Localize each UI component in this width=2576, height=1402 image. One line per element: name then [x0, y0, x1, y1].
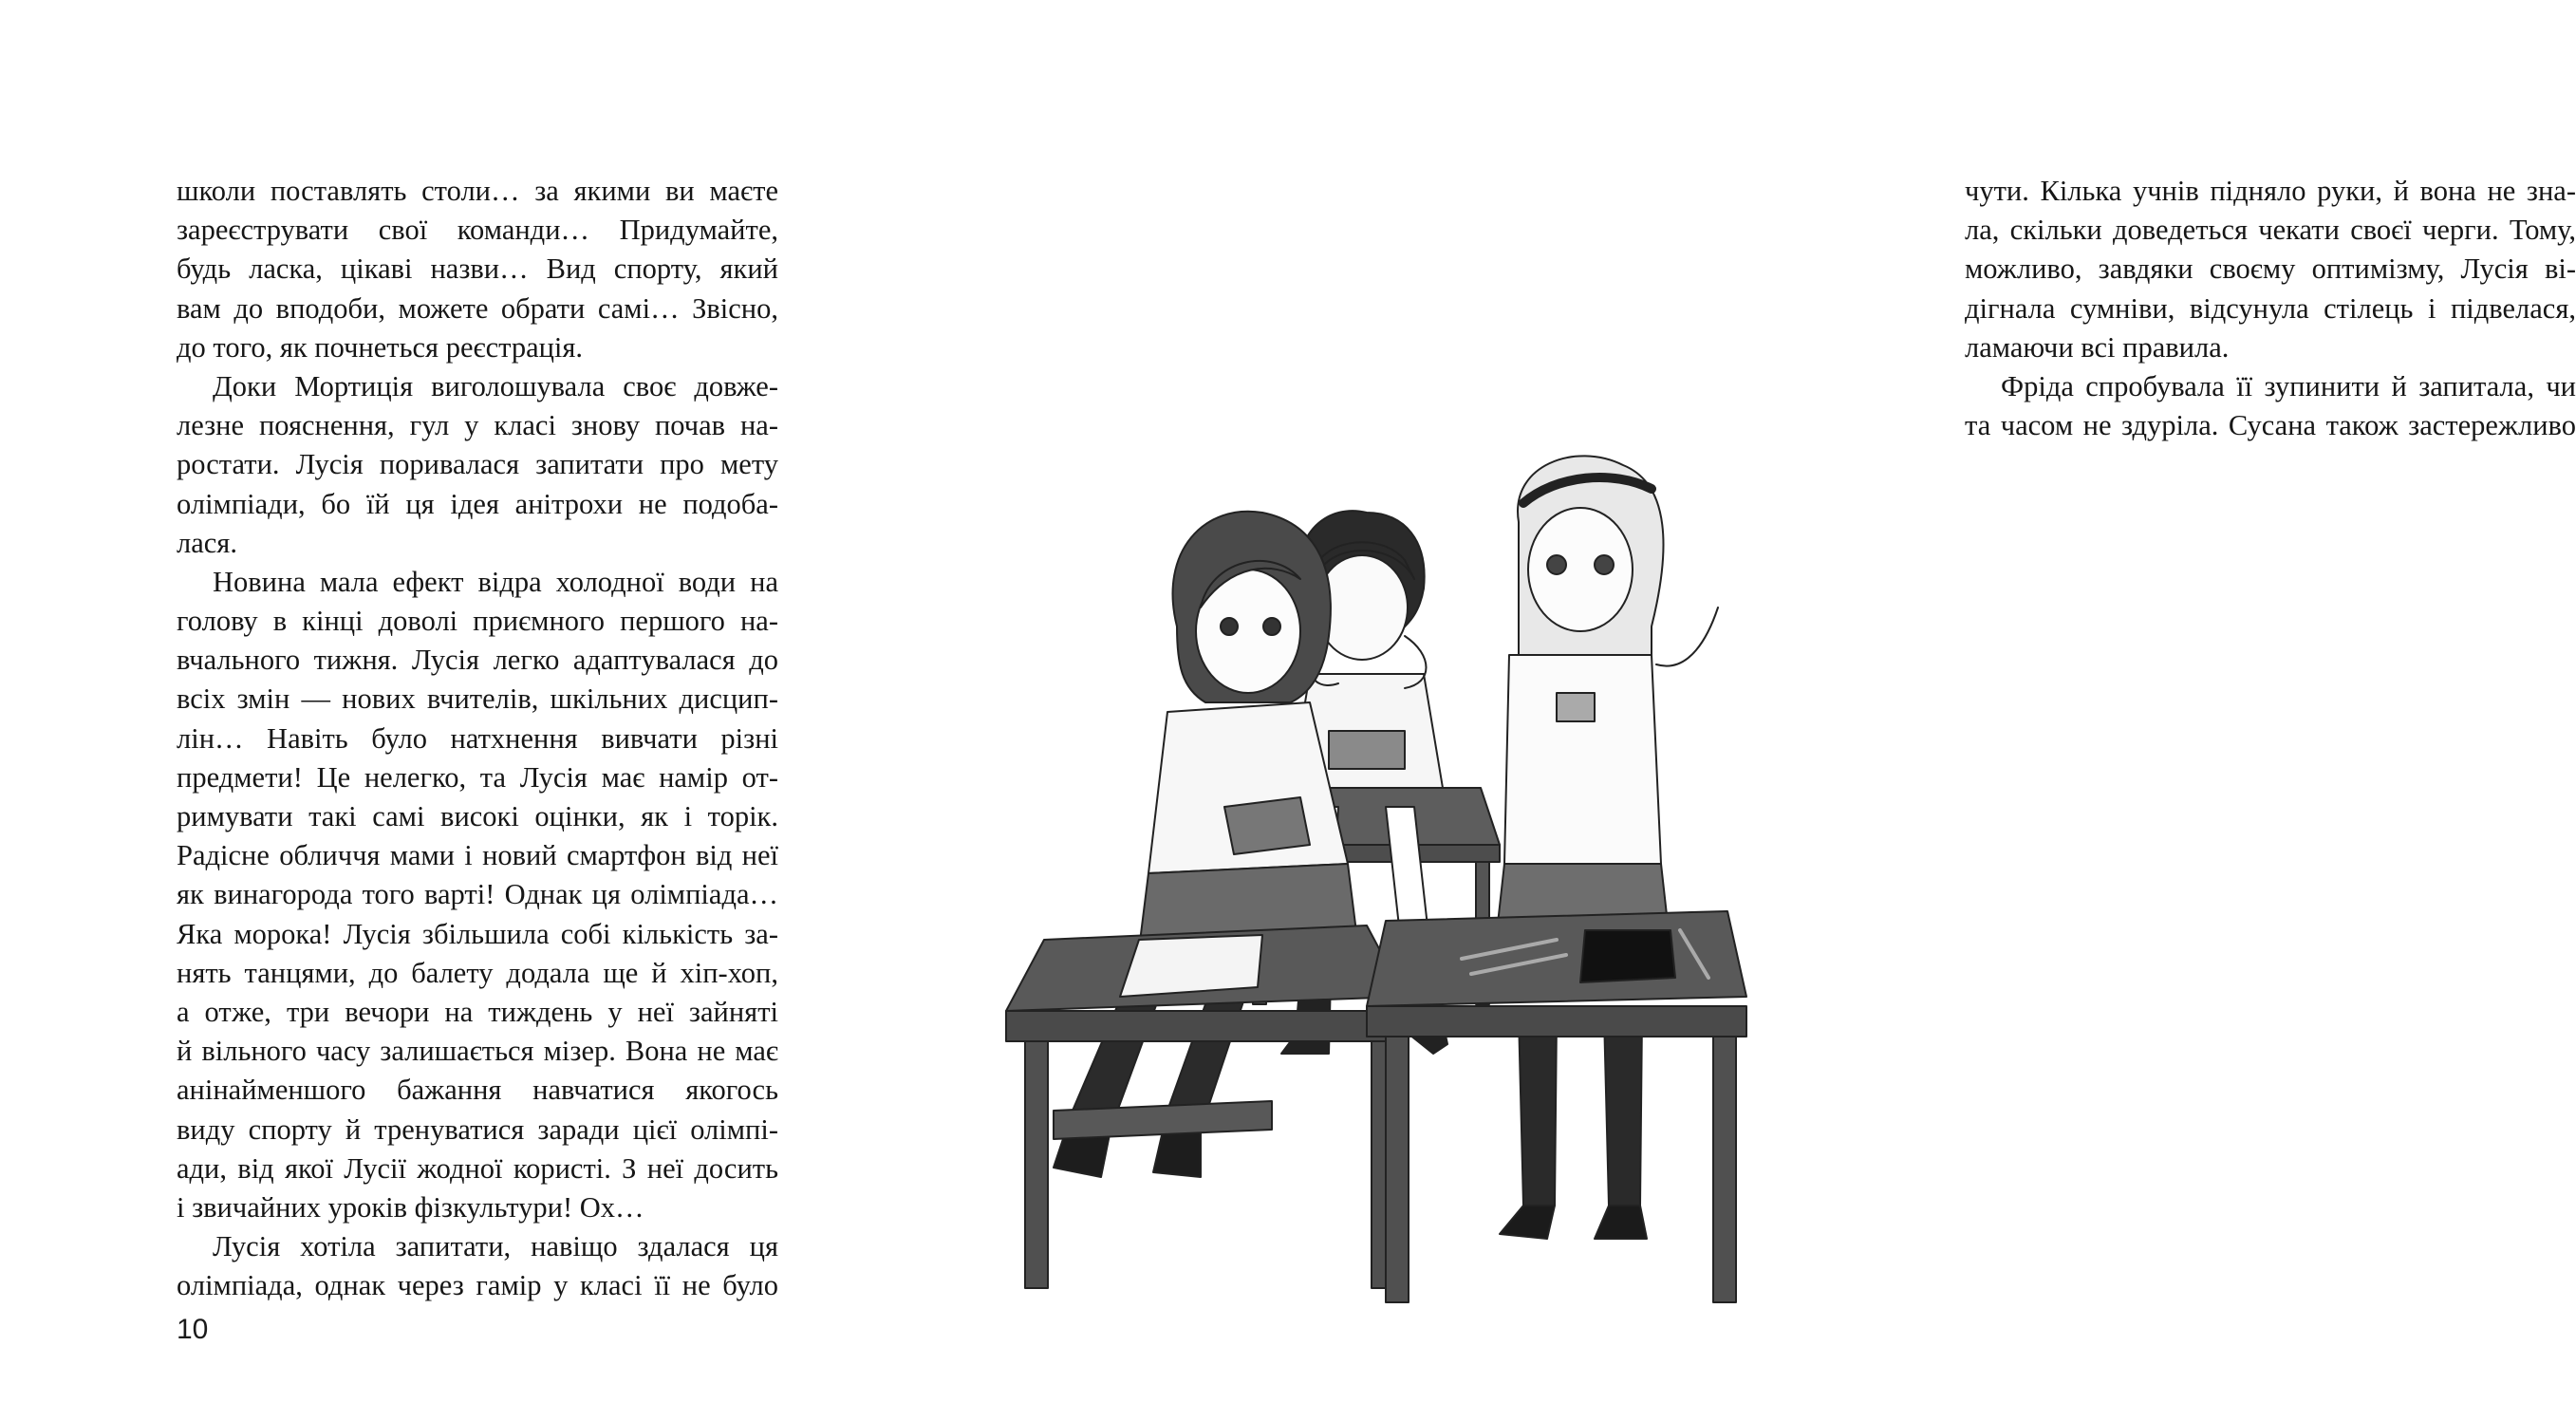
left-page-line: Новина мала ефект відра холодної води на	[213, 565, 778, 598]
left-page-line: й вільного часу залишається мізер. Вона не має	[177, 1035, 778, 1068]
illustration-svg	[987, 446, 1746, 1376]
left-page-line: лін… Навіть було натхнення вивчати різні	[177, 721, 778, 755]
left-page-line: олімпіади, бо їй ця ідея анітрохи не подоба-	[177, 487, 778, 520]
left-page	[0, 0, 911, 1402]
left-page-line: Лусія хотіла запитати, навіщо здалася ця	[213, 1230, 778, 1263]
left-page-line: а отже, три вечори на тиждень у неї зайняті	[177, 995, 778, 1028]
right-page-line: можливо, завдяки своєму оптимізму, Лусія ві-	[1965, 252, 2576, 286]
left-page-line: вам до вподоби, можете обрати самі… Звісно,	[177, 291, 778, 325]
left-page-line: будь ласка, цікаві назви… Вид спорту, який	[177, 252, 778, 286]
page-number: 10	[177, 1314, 209, 1345]
left-page-line: нять танцями, до балету додала ще й хіп-хоп,	[177, 956, 778, 989]
right-page-line: та часом не здуріла. Сусана також застережливо	[1965, 409, 2576, 442]
left-page-line: анінайменшого бажання навчатися якогось	[177, 1074, 778, 1107]
right-page-line: ламаючи всі правила.	[1965, 330, 2230, 364]
right-page-text	[1965, 172, 2576, 445]
left-page-line: римувати такі самі високі оцінки, як і торік.	[177, 800, 778, 832]
right-page-line: Фріда спробувала її зупинити й запитала, чи	[2001, 369, 2576, 402]
right-page-line: дігнала сумніви, відсунула стілець і підвелася,	[1965, 291, 2576, 325]
left-page-line: вчального тижня. Лусія легко адаптувалася до	[177, 644, 778, 677]
left-page-line: до того, як почнеться реєстрація.	[177, 330, 584, 364]
right-page-line: чути. Кілька учнів підняло руки, й вона не зна-	[1965, 175, 2576, 207]
left-page-line: предмети! Це нелегко, та Лусія має намір от-	[177, 760, 778, 794]
left-page-line: олімпіада, однак через гамір у класі її не було	[177, 1269, 778, 1302]
left-page-line: як винагорода того варті! Однак ця олімпіада…	[177, 878, 778, 911]
left-page-line: і звичайних уроків фізкультури! Ох…	[177, 1190, 644, 1224]
left-page-line: лася.	[177, 526, 237, 559]
left-page-line: всіх змін — нових вчителів, шкільних дисцип-	[177, 682, 778, 716]
left-page-line: ростати. Лусія поривалася запитати про мету	[177, 448, 778, 481]
right-page-line: ла, скільки доведеться чекати своєї черги. Тому,	[1965, 214, 2576, 247]
left-page-line: голову в кінці доволі приємного першого на-	[177, 605, 778, 638]
left-page-line: виду спорту й тренуватися заради цієї олімпі-	[177, 1112, 778, 1146]
left-page-line: Доки Мортиція виголошувала своє довже-	[213, 369, 778, 402]
left-page-line: Радісне обличчя мами і новий смартфон від неї	[177, 839, 778, 872]
left-page-text	[177, 172, 778, 1305]
left-page-line: зареєструвати свої команди… Придумайте,	[177, 214, 778, 247]
left-page-line: Яка морока! Лусія збільшила собі кількість за-	[177, 917, 778, 950]
left-page-line: школи поставлять столи… за якими ви маєте	[177, 175, 778, 207]
classroom-illustration-icon	[987, 446, 1746, 1376]
left-page-line: лезне пояснення, гул у класі знову почав на-	[177, 409, 778, 442]
left-page-line: ади, від якої Лусії жодної користі. З неї досить	[177, 1151, 778, 1185]
